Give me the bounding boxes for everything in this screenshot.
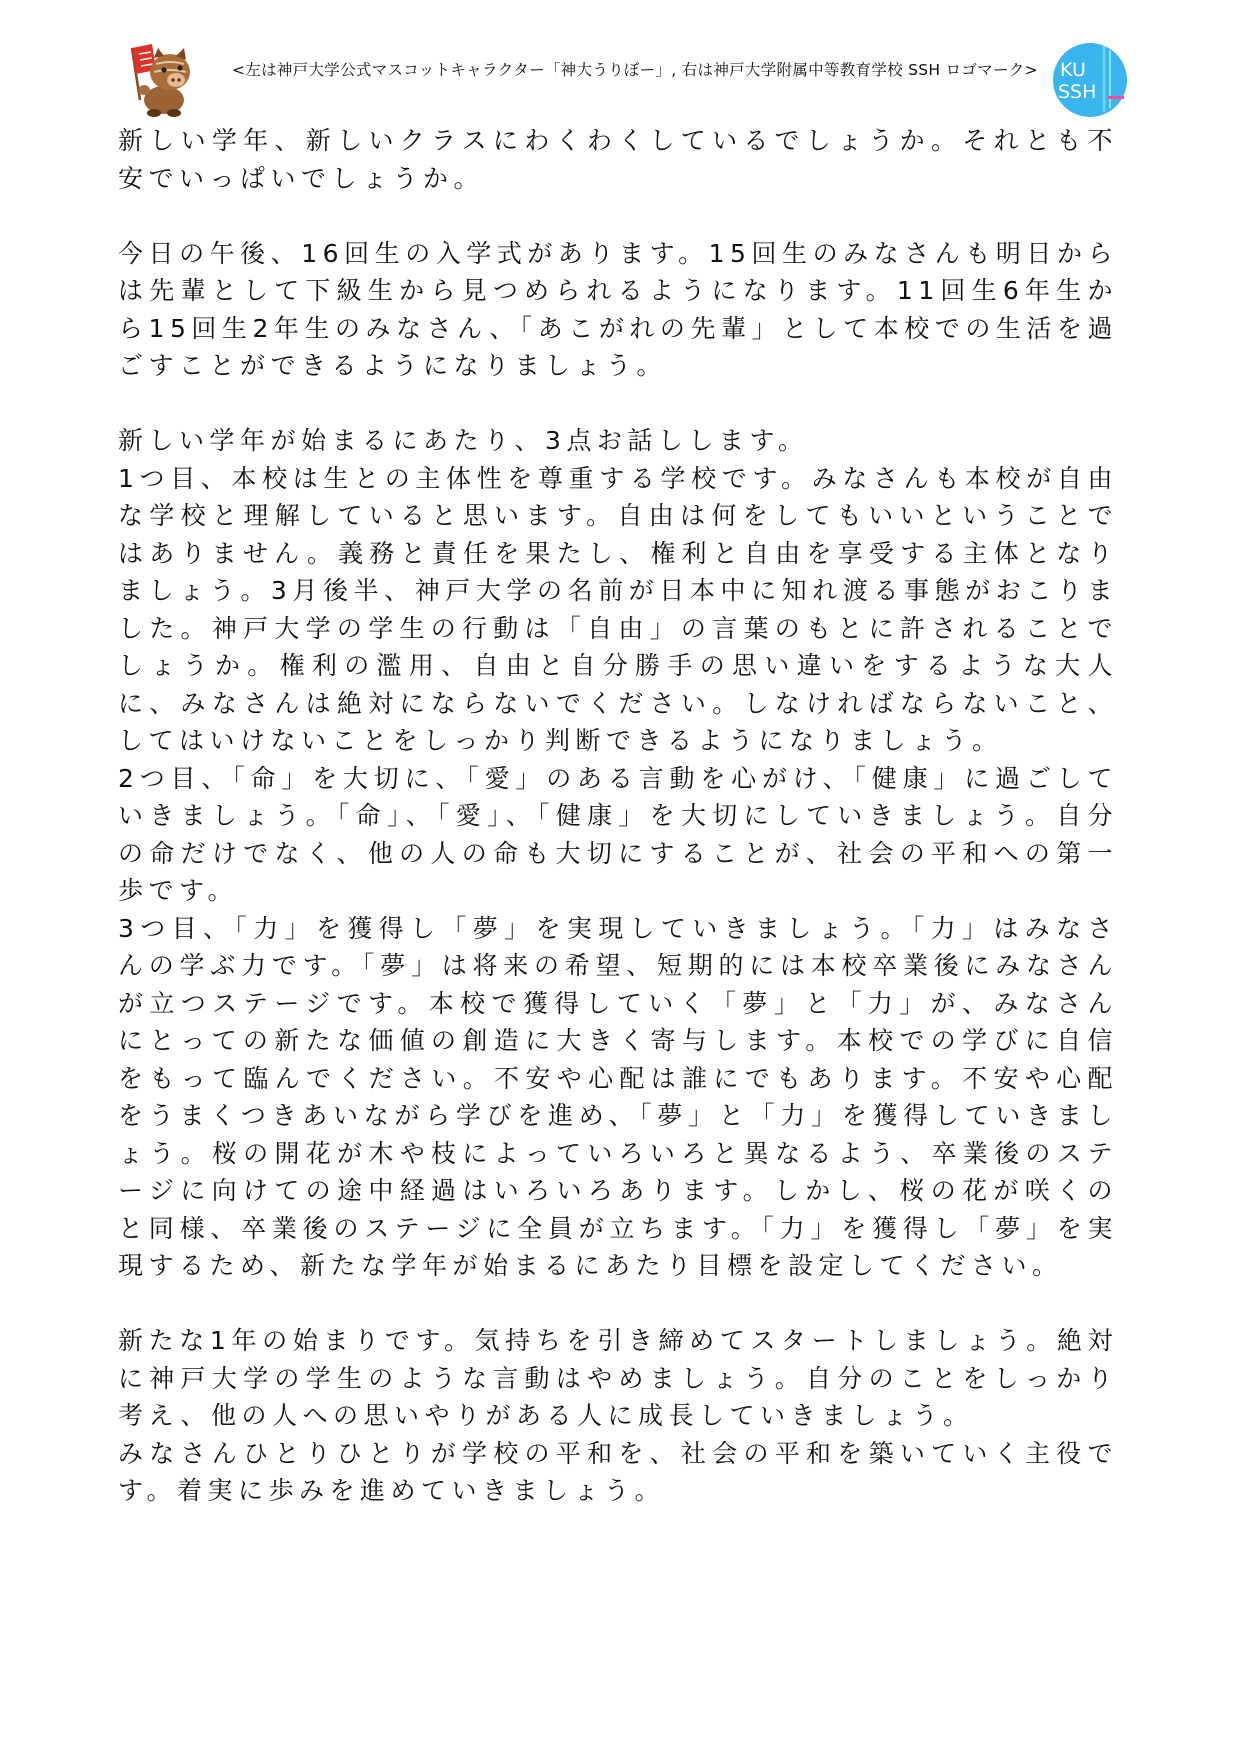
uribo-mascot-image bbox=[118, 42, 196, 118]
header-caption: <左は神戸大学公式マスコットキャラクター「神大うりぼー」, 右は神戸大学附属中等教育学校 SSH ロゴマーク> bbox=[232, 61, 1038, 79]
paragraph-3: 新しい学年が始まるにあたり、3点お話しします。 bbox=[118, 426, 809, 455]
paragraph-gap bbox=[118, 1285, 1118, 1323]
paragraph-6: 3つ目、「力」を獲得し「夢」を実現していきましょう。「力」はみなさんの学ぶ力です。「夢」は将来の希望、短期的には本校卒業後にみなさんが立つステージです。本校で獲得していく「夢」と「力」が、みなさんにとっての新たな価値の創造に大きく寄与します。本校での学びに自信をもって臨んでください。不安や心配は誰にでもあります。不安や心配をうまくつきあいながら学びを進め、「夢」と「力」を獲得していきましょう。桜の開花が木や枝によっていろいろと異なるよう、卒業後のステージに向けての途中経過はいろいろあります。しかし、桜の花が咲くのと同様、卒業後のステージに全員が立ちます。「力」を獲得し「夢」を実現するため、新たな学年が始まるにあたり目標を設定してください。 bbox=[118, 913, 1118, 1280]
logo-text-top: KU bbox=[1060, 59, 1086, 81]
ku-ssh-logo bbox=[1052, 42, 1128, 118]
paragraph-8: みなさんひとりひとりが学校の平和を、社会の平和を築いていく主役です。着実に歩みを進めていきましょう。 bbox=[118, 1438, 1118, 1505]
paragraph-7: 新たな1年の始まりです。気持ちを引き締めてスタートしましょう。絶対に神戸大学の学生のような言動はやめましょう。自分のことをしっかり考え、他の人への思いやりがある人に成長していきましょう。 bbox=[118, 1326, 1118, 1430]
paragraph-gap bbox=[118, 197, 1118, 235]
paragraph-4: 1つ目、本校は生との主体性を尊重する学校です。みなさんも本校が自由な学校と理解していると思います。自由は何をしてもいいということではありません。義務と責任を果たし、権利と自由を享受する主体となりましょう。3月後半、神戸大学の名前が日本中に知れ渡る事態がおこりました。神戸大学の学生の行動は「自由」の言葉のもとに許されることでしょうか。権利の濫用、自由と自分勝手の思い違いをするような大人に、みなさんは絶対にならないでください。しなければならないこと、してはいけないことをしっかり判断できるようになりましょう。 bbox=[118, 463, 1118, 755]
logo-text-bottom: SSH bbox=[1058, 81, 1097, 103]
document-body bbox=[118, 122, 1118, 1510]
paragraph-1: 新しい学年、新しいクラスにわくわくしているでしょうか。それとも不安でいっぱいでしょうか。 bbox=[118, 126, 1118, 193]
paragraph-2: 今日の午後、16回生の入学式があります。15回生のみなさんも明日からは先輩として下級生から見つめられるようになります。11回生6年生から15回生2年生のみなさん、「あこがれの先輩」として本校での生活を過ごすことができるようになりましょう。 bbox=[118, 238, 1118, 380]
paragraph-gap bbox=[118, 385, 1118, 423]
page-header bbox=[0, 0, 1241, 120]
paragraph-5: 2つ目、「命」を大切に、「愛」のある言動を心がけ、「健康」に過ごしていきましょう。「命」、「愛」、「健康」を大切にしていきましょう。自分の命だけでなく、他の人の命も大切にすることが、社会の平和への第一歩です。 bbox=[118, 763, 1118, 905]
